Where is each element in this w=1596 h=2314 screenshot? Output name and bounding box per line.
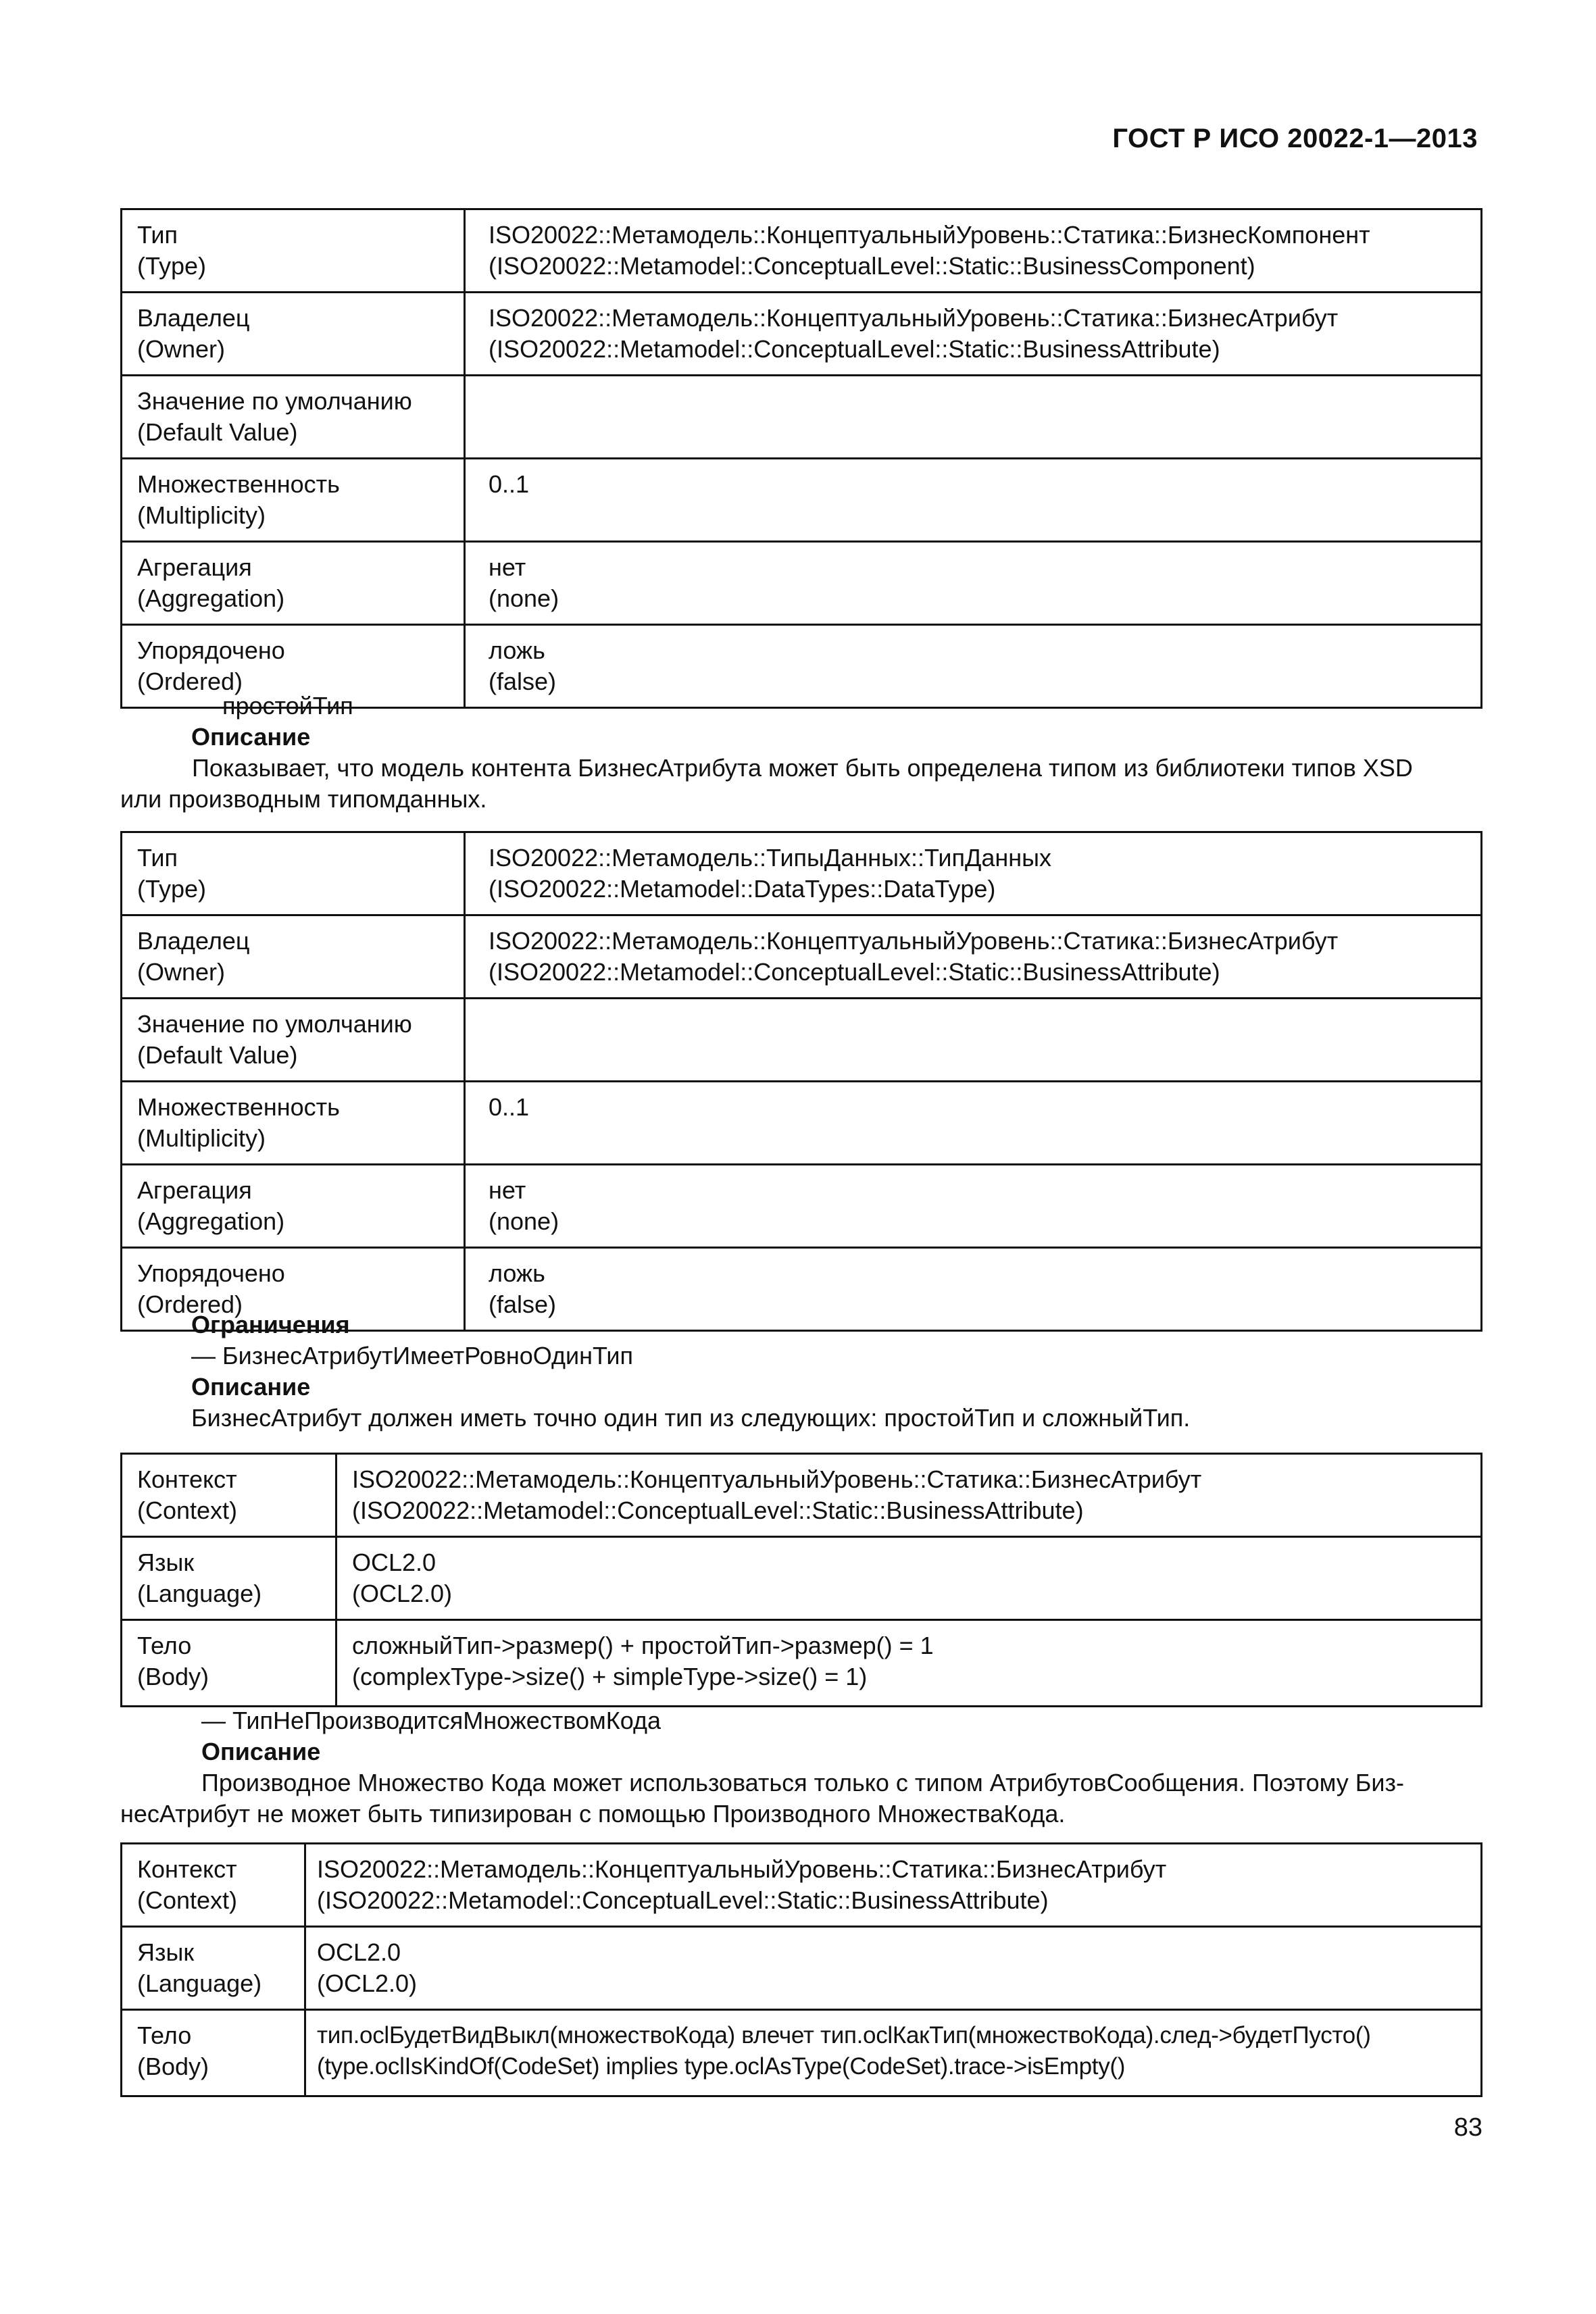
- section-heading-description: Описание: [191, 1373, 311, 1401]
- table-row: [122, 376, 1482, 459]
- document-header: ГОСТ Р ИСО 20022-1—2013: [1112, 124, 1478, 153]
- row-value: [465, 376, 1482, 459]
- row-key: Тело (Body): [122, 1620, 336, 1707]
- row-value: OCL2.0 (OCL2.0): [336, 1537, 1482, 1620]
- row-key: Упорядочено (Ordered): [122, 1248, 465, 1331]
- section-heading-description: Описание: [201, 1738, 321, 1765]
- constraint-table-code-set: [120, 1842, 1482, 2097]
- list-item-constraint: — ТипНеПроизводитсяМножествомКода: [201, 1707, 662, 1734]
- table-row: [122, 1620, 1482, 1707]
- row-value: ISO20022::Метамодель::КонцептуальныйУровень::Статика::БизнесАтрибут (ISO20022::Metamodel::ConceptualLevel::Static::BusinessAttribute): [465, 915, 1482, 999]
- row-key: Контекст (Context): [122, 1844, 305, 1927]
- row-key: Владелец (Owner): [122, 915, 465, 999]
- row-value: ISO20022::Метамодель::КонцептуальныйУровень::Статика::БизнесКомпонент (ISO20022::Metamodel::ConceptualLevel::Static::BusinessComponent): [465, 209, 1482, 293]
- row-key: Язык (Language): [122, 1537, 336, 1620]
- description-paragraph: Показывает, что модель контента БизнесАтрибута может быть определена типом из библиотеки типов XSD или производным типомданных.: [120, 754, 1413, 813]
- row-key: Владелец (Owner): [122, 293, 465, 376]
- table-row: [122, 1165, 1482, 1248]
- row-key: Контекст (Context): [122, 1454, 336, 1537]
- table-row: [122, 832, 1482, 915]
- table-row: [122, 209, 1482, 293]
- row-key: Значение по умолчанию (Default Value): [122, 999, 465, 1082]
- description-paragraph: Производное Множество Кода может использоваться только с типом АтрибутовСообщения. Поэтому Биз- несАтрибут не может быть типизирован с помощью Производного МножестваКода.: [120, 1769, 1405, 1828]
- row-value: OCL2.0 (OCL2.0): [305, 1927, 1482, 2010]
- row-value: ложь (false): [465, 1248, 1482, 1331]
- row-value: ISO20022::Метамодель::КонцептуальныйУровень::Статика::БизнесАтрибут (ISO20022::Metamodel::ConceptualLevel::Static::BusinessAttribute): [305, 1844, 1482, 1927]
- row-value: 0..1: [465, 459, 1482, 542]
- row-value: [465, 999, 1482, 1082]
- row-key: Множественность (Multiplicity): [122, 459, 465, 542]
- table-row: [122, 1927, 1482, 2010]
- row-value: 0..1: [465, 1082, 1482, 1165]
- row-key: Тело (Body): [122, 2010, 305, 2096]
- table-row: [122, 293, 1482, 376]
- row-key: Упорядочено (Ordered): [122, 625, 465, 708]
- row-key: Значение по умолчанию (Default Value): [122, 376, 465, 459]
- table-row: [122, 1082, 1482, 1165]
- row-value: тип.oclБудетВидВыкл(множествоКода) влечет тип.oclКакТип(множествоКода).след->будетПусто() (type.oclIsKindOf(CodeSet) implies type.oclAsType(CodeSet).trace->isEmpty(): [305, 2010, 1482, 2096]
- table-row: [122, 915, 1482, 999]
- row-value: ISO20022::Метамодель::ТипыДанных::ТипДанных (ISO20022::Metamodel::DataTypes::DataType): [465, 832, 1482, 915]
- attribute-table-complex-type: [120, 208, 1482, 709]
- row-key: Тип (Type): [122, 832, 465, 915]
- page-number: 83: [1453, 2113, 1482, 2142]
- list-item-simple-type: — простойТип: [191, 692, 353, 720]
- description-paragraph: БизнесАтрибут должен иметь точно один тип из следующих: простойТип и сложныйТип.: [191, 1404, 1191, 1432]
- row-key: Агрегация (Aggregation): [122, 542, 465, 625]
- table-row: [122, 459, 1482, 542]
- table-row: [122, 1454, 1482, 1537]
- row-key: Тип (Type): [122, 209, 465, 293]
- list-item-constraint: — БизнесАтрибутИмеетРовноОдинТип: [191, 1342, 633, 1369]
- attribute-table-simple-type: [120, 831, 1482, 1332]
- row-value: ложь (false): [465, 625, 1482, 708]
- constraint-table-one-type: [120, 1453, 1482, 1707]
- table-row: [122, 1537, 1482, 1620]
- section-heading-description: Описание: [191, 723, 311, 751]
- row-key: Агрегация (Aggregation): [122, 1165, 465, 1248]
- row-value: ISO20022::Метамодель::КонцептуальныйУровень::Статика::БизнесАтрибут (ISO20022::Metamodel::ConceptualLevel::Static::BusinessAttribute): [336, 1454, 1482, 1537]
- table-row: [122, 999, 1482, 1082]
- row-value: ISO20022::Метамодель::КонцептуальныйУровень::Статика::БизнесАтрибут (ISO20022::Metamodel::ConceptualLevel::Static::BusinessAttribute): [465, 293, 1482, 376]
- row-value: нет (none): [465, 1165, 1482, 1248]
- section-heading-constraints: Ограничения: [191, 1311, 350, 1338]
- row-key: Множественность (Multiplicity): [122, 1082, 465, 1165]
- row-key: Язык (Language): [122, 1927, 305, 2010]
- table-row: [122, 2010, 1482, 2096]
- table-row: [122, 1844, 1482, 1927]
- row-value: нет (none): [465, 542, 1482, 625]
- row-value: сложныйТип->размер() + простойТип->размер() = 1 (complexType->size() + simpleType->size() = 1): [336, 1620, 1482, 1707]
- table-row: [122, 542, 1482, 625]
